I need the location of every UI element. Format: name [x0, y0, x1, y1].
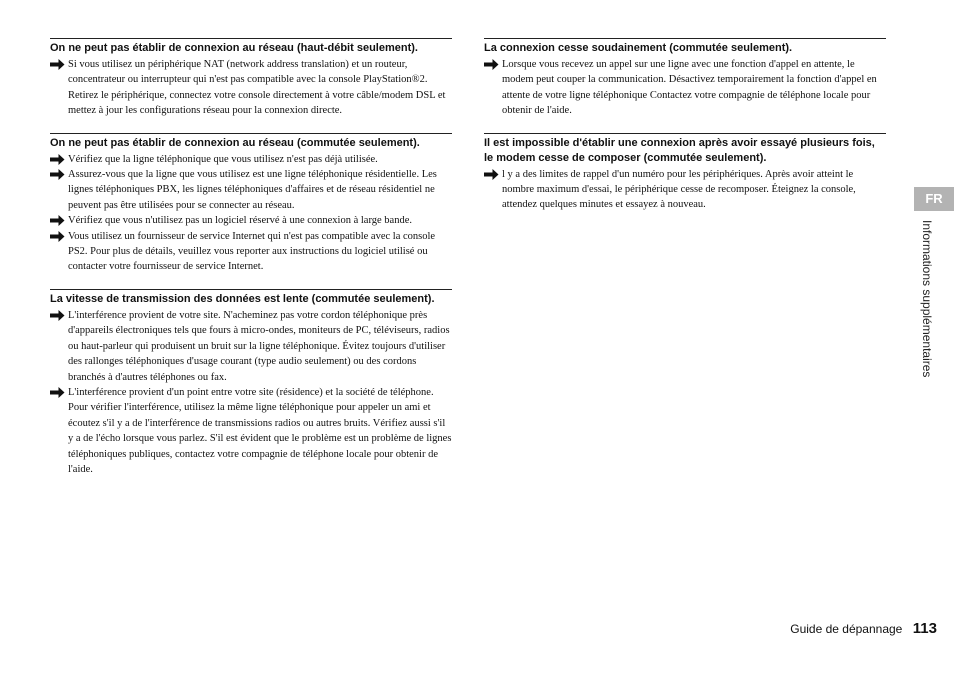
page-number: 113	[912, 620, 937, 637]
list-item-text: Vérifiez que vous n'utilisez pas un logiciel réservé à une connexion à large bande.	[68, 215, 412, 227]
section-connection-drops	[484, 38, 886, 119]
list-item	[50, 167, 452, 213]
right-arrow-icon	[50, 214, 65, 227]
list-item-text: l y a des limites de rappel d'un numéro pour les périphériques. Après avoir atteint le nombre maximum d'essai, le périphérique cesse de recomposer. Éteignez la console, attendez quelques minutes et essayez à nouveau.	[502, 168, 856, 211]
right-arrow-icon	[484, 168, 499, 181]
section-heading: La connexion cesse soudainement (commutée seulement).	[484, 42, 793, 54]
right-arrow-icon	[50, 153, 65, 166]
left-column	[50, 38, 452, 491]
right-arrow-icon	[50, 230, 65, 243]
list-item-text: Si vous utilisez un périphérique NAT (network address translation) et un routeur, concentrateur ou interrupteur qui n'est pas compatible avec la console PlayStation®2. Retirez le périphérique, connectez votre console directement à votre câble/modem DSL et mettez à jour les configurations réseau pour la connexion directe.	[68, 59, 446, 117]
section-heading: On ne peut pas établir de connexion au réseau (commutée seulement).	[50, 136, 420, 149]
section-heading: Il est impossible d'établir une connexion après avoir essayé plusieurs fois, le modem cesse de composer (commutée seulement).	[484, 136, 875, 164]
page-footer	[790, 620, 937, 638]
footer-guide-label: Guide de dépannage	[790, 622, 903, 636]
section-dialup-connect	[50, 133, 452, 275]
list-item	[50, 152, 452, 167]
list-item-text: L'interférence provient d'un point entre votre site (résidence) et la société de téléphone. Pour vérifier l'interférence, utilisez la même ligne téléphonique pour appeler un ami et écoutez s'il y a de l'interférence de transmissions radios ou autres bruits. Vérifiez aussi s'il y a de l'écho lorsque vous parlez. S'il est évident que le problème est un problème de lignes téléphoniques publiques, contactez votre compagnie de téléphone locale pour obtenir de l'aide.	[68, 386, 452, 475]
chapter-side-label: Informations supplémentaires	[920, 220, 934, 378]
right-arrow-icon	[484, 58, 499, 71]
list-item	[50, 385, 452, 477]
list-item-text: Vérifiez que la ligne téléphonique que vous utilisez n'est pas déjà utilisée.	[68, 153, 378, 165]
section-redial-limit	[484, 133, 886, 213]
list-item	[50, 308, 452, 385]
language-tab: FR	[914, 187, 954, 211]
section-heading: On ne peut pas établir de connexion au réseau (haut-débit seulement).	[50, 42, 418, 54]
right-arrow-icon	[50, 309, 65, 322]
section-nat	[50, 38, 452, 119]
list-item-text: Assurez-vous que la ligne que vous utilisez est une ligne téléphonique résidentielle. Les lignes téléphoniques PBX, les lignes téléphoniques d'affaires et de réseau résidentiel ne peuvent pas être utilisées pour se connecter au réseau.	[68, 169, 437, 211]
list-item-text: Vous utilisez un fournisseur de service Internet qui n'est pas compatible avec la console PS2. Pour plus de détails, veuillez vous reporter aux instructions du logiciel utilisé ou contacter votre fournisseur de service Internet.	[68, 230, 436, 273]
right-arrow-icon	[50, 58, 65, 71]
right-arrow-icon	[50, 386, 65, 399]
list-item	[484, 57, 886, 119]
list-item	[50, 229, 452, 275]
right-column	[484, 38, 886, 227]
list-item	[50, 57, 452, 119]
list-item	[50, 213, 452, 228]
right-arrow-icon	[50, 168, 65, 181]
list-item	[484, 167, 886, 213]
list-item-text: Lorsque vous recevez un appel sur une ligne avec une fonction d'appel en attente, le modem peut couper la communication. Désactivez temporairement la fonction d'appel en attente de votre ligne téléphonique Contactez votre compagnie de téléphone locale pour obtenir de l'aide.	[502, 59, 877, 117]
section-slow-speed	[50, 289, 452, 477]
list-item-text: L'interférence provient de votre site. N'acheminez pas votre cordon téléphonique près d'appareils électroniques tels que fours à micro-ondes, moniteurs de PC, téléviseurs, radios ou haut-parleur qui produisent un bruit sur la ligne téléphonique. Évitez toujours d'utiliser des rallonges téléphoniques d'usage courant (type audio seulement) ou des cordons branchés à d'autres téléphones ou fax.	[68, 309, 450, 383]
section-heading: La vitesse de transmission des données est lente (commutée seulement).	[50, 292, 435, 305]
